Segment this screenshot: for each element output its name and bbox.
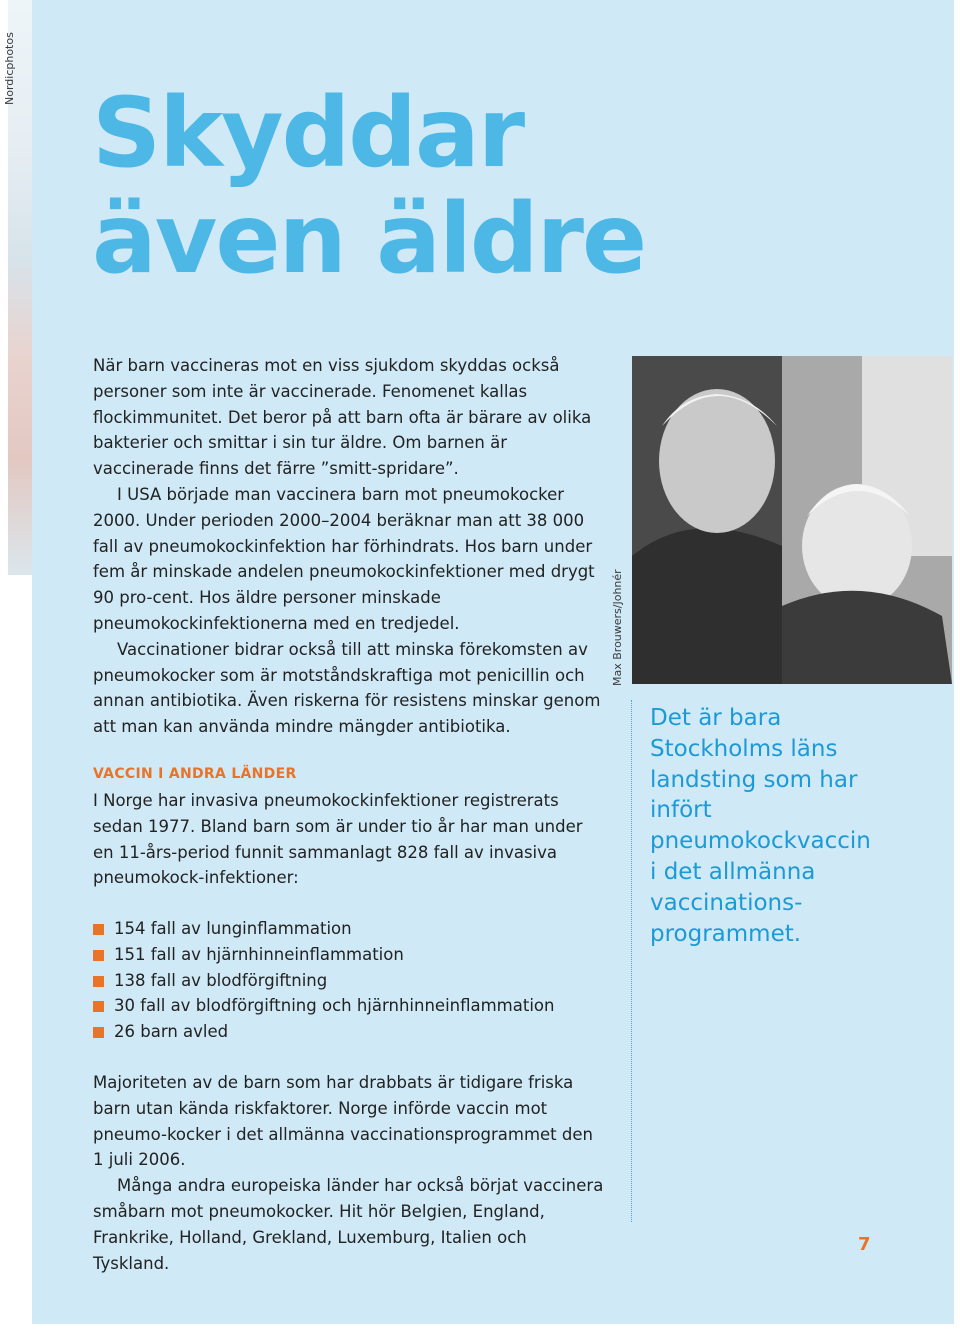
intro-paragraph: När barn vaccineras mot en viss sjukdom skyddas också personer som inte är vaccinerade. Fenomenet kallas flockimmunitet. Det beror på att barn ofta är bärare av olika bakterier och smittar i sin tur äldre. Om barnen är vaccinerade finns det färre ”smitt-spridare”. [93,356,592,479]
headline-line-1: Skyddar [92,77,524,189]
list-item: 138 fall av blodförgiftning [93,968,554,994]
list-item: 151 fall av hjärnhinneinflammation [93,942,554,968]
dotted-divider [631,700,632,1222]
side-photo-credit: Nordicphotos [3,32,16,105]
photo-illustration [632,356,952,684]
statistics-list [93,916,554,1045]
photo-credit: Max Brouwers/Johnér [611,569,624,686]
bullet-square-icon [93,976,104,987]
intro-paragraph: I USA började man vaccinera barn mot pneumokocker 2000. Under perioden 2000–2004 beräknar man att 38 000 fall av pneumokockinfektion har förhindrats. Hos barn under fem år minskade andelen pneumokockinfektioner med drygt 90 pro-cent. Hos äldre personer minskade pneumokockinfektionerna med en tredjedel. [93,484,595,633]
bullet-square-icon [93,1027,104,1038]
bullet-square-icon [93,924,104,935]
bullet-square-icon [93,950,104,961]
list-item: 30 fall av blodförgiftning och hjärnhinneinflammation [93,993,554,1019]
intro-paragraph: Vaccinationer bidrar också till att minska förekomsten av pneumokocker som är motståndskraftiga mot penicillin och annan antibiotika. Även riskerna för resistens minskar genom att man kan använda mindre mängder antibiotika. [93,639,601,737]
section-heading: VACCIN I ANDRA LÄNDER [93,766,297,782]
norway-paragraph: I Norge har invasiva pneumokockinfektioner registrerats sedan 1977. Bland barn som är under tio år har man under en 11-års-period funnit sammanlagt 828 fall av invasiva pneumokock-infektioner: [93,791,583,888]
closing-text [93,1070,608,1276]
list-item: 26 barn avled [93,1019,554,1045]
closing-paragraph: Majoriteten av de barn som har drabbats är tidigare friska barn utan kända riskfaktorer. Norge införde vaccin mot pneumo-kocker i det allmänna vaccinationsprogrammet den 1 juli 2006. [93,1073,593,1170]
norway-text [93,788,608,891]
intro-text [93,353,608,740]
grandfather-child-photo [632,356,952,684]
headline [92,77,646,295]
pull-quote: Det är bara Stockholms läns landsting som har infört pneumokockvaccin i det allmänna vaccinations-programmet. [650,705,871,947]
closing-paragraph: Många andra europeiska länder har också börjat vaccinera småbarn mot pneumokocker. Hit hör Belgien, England, Frankrike, Holland, Grekland, Luxemburg, Italien och Tyskland. [93,1176,604,1273]
headline-line-2: även äldre [92,183,646,295]
list-item: 154 fall av lunginflammation [93,916,554,942]
page-number: 7 [858,1234,871,1255]
bullet-square-icon [93,1001,104,1012]
